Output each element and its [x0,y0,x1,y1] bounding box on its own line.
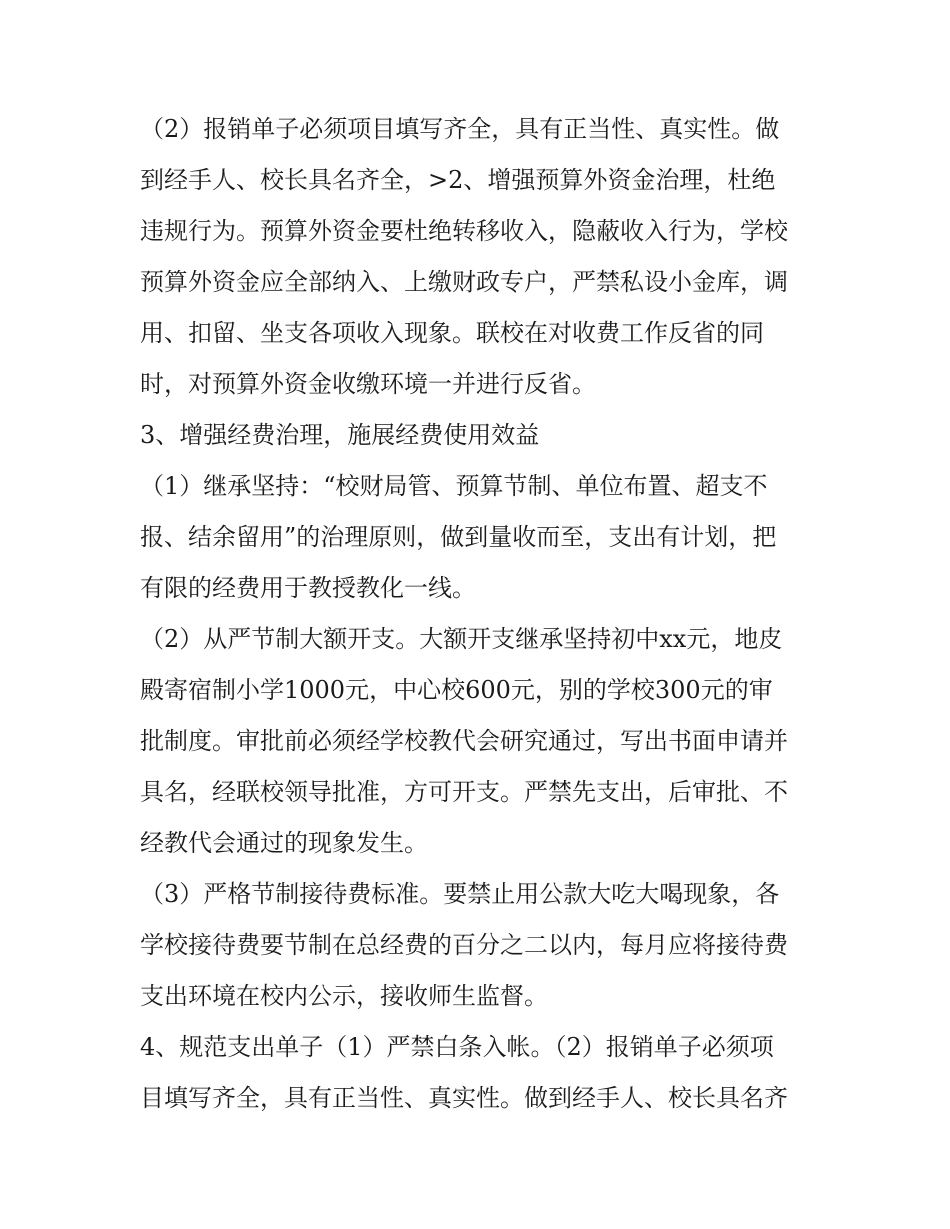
text-line: 报、结余留用”的治理原则，做到量收而至，支出有计划，把 [140,523,777,551]
text-line: 到经手人、校长具名齐全，>2、增强预算外资金治理，杜绝 [140,166,776,194]
text-line: （2）报销单子必须项目填写齐全，具有正当性、真实性。做 [140,115,780,143]
section-heading: 4、规范支出单子（1）严禁白条入帐。（2）报销单子必须项 [140,1033,774,1061]
text-line: 时，对预算外资金收缴环境一并进行反省。 [140,370,596,398]
text-line: 预算外资金应全部纳入、上缴财政专户，严禁私设小金库，调 [140,268,788,296]
text-line: 殿寄宿制小学1000元，中心校600元，别的学校300元的审 [140,676,773,704]
text-line: （3）严格节制接待费标准。要禁止用公款大吃大喝现象，各 [140,880,780,908]
text-line: 经教代会通过的现象发生。 [140,829,428,857]
text-line: 批制度。审批前必须经学校教代会研究通过，写出书面申请并 [140,727,788,755]
text-line: （1）继承坚持：“校财局管、预算节制、单位布置、超支不 [140,472,768,500]
text-line: 有限的经费用于教授教化一线。 [140,574,476,602]
section-heading: 3、增强经费治理，施展经费使用效益 [140,421,540,449]
text-line: （2）从严节制大额开支。大额开支继承坚持初中xx元，地皮 [140,625,783,653]
text-line: 支出环境在校内公示，接收师生监督。 [140,982,548,1010]
text-line: 违规行为。预算外资金要杜绝转移收入，隐蔽收入行为，学校 [140,217,788,245]
text-line: 学校接待费要节制在总经费的百分之二以内，每月应将接待费 [140,931,788,959]
text-line: 具名，经联校领导批准，方可开支。严禁先支出，后审批、不 [140,778,788,806]
body-text [140,104,830,1124]
text-line: 目填写齐全，具有正当性、真实性。做到经手人、校长具名齐 [140,1084,788,1112]
text-line: 用、扣留、坐支各项收入现象。联校在对收费工作反省的同 [140,319,764,347]
